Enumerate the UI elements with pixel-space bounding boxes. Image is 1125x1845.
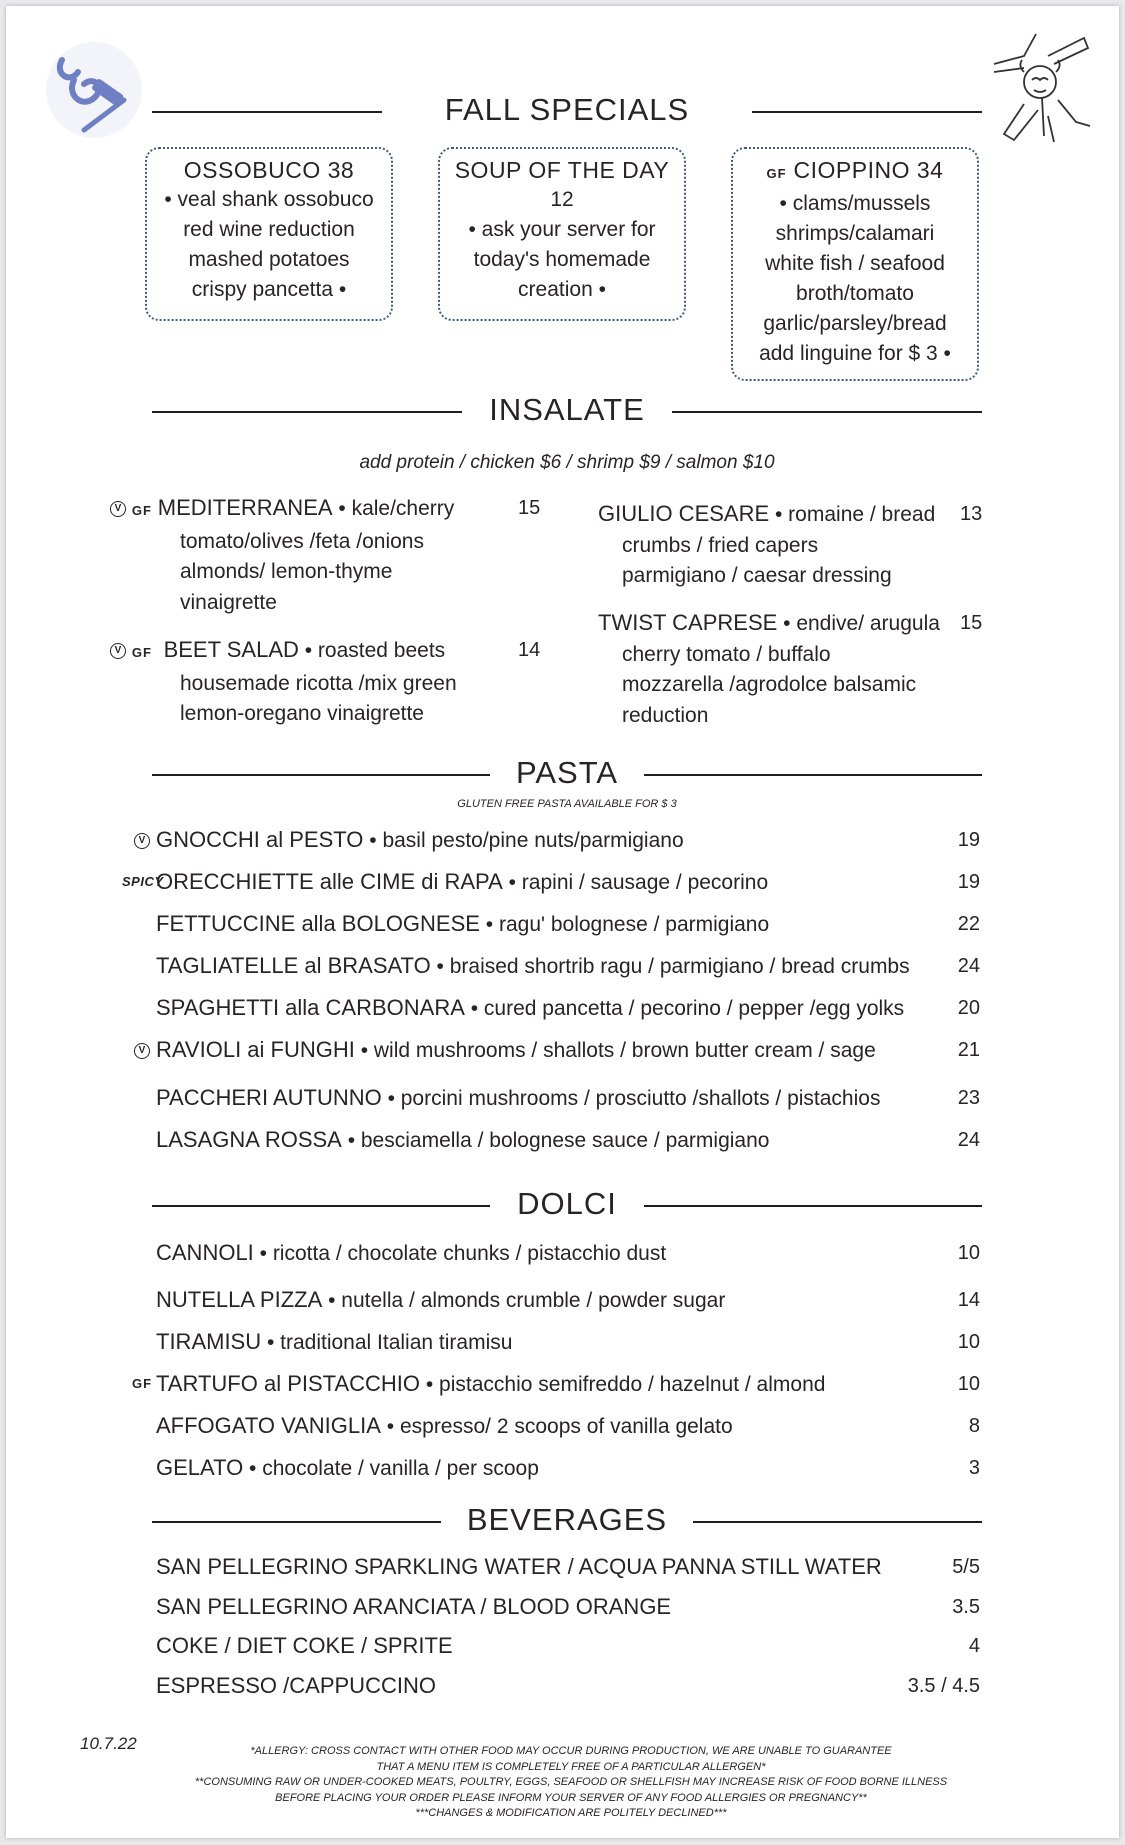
- vegetarian-icon: V: [134, 1043, 150, 1059]
- dolci-item: [156, 1238, 980, 1268]
- special-desc-line: garlic/parsley/bread: [763, 312, 947, 335]
- trinacria-emblem: [984, 26, 1096, 151]
- pasta-item: [122, 867, 980, 897]
- item-price: 21: [957, 1039, 980, 1061]
- beverage-item: [156, 1671, 980, 1701]
- item-desc: • traditional Italian tiramisu: [261, 1331, 513, 1354]
- item-name: COKE / DIET COKE / SPRITE: [156, 1633, 453, 1658]
- item-name: CANNOLI: [156, 1240, 254, 1265]
- beverage-item: [156, 1552, 980, 1582]
- item-price: 10: [957, 1373, 980, 1395]
- beverages-header: [152, 1500, 982, 1540]
- item-name: GELATO: [156, 1455, 244, 1480]
- item-desc: • rapini / sausage / pecorino: [502, 871, 769, 894]
- item-name: ESPRESSO /CAPPUCCINO: [156, 1673, 436, 1698]
- item-desc: • kale/cherry: [332, 497, 455, 520]
- vegetarian-icon: V: [110, 643, 126, 659]
- special-price: 12: [550, 188, 574, 211]
- special-desc-line: crispy pancetta •: [191, 278, 347, 301]
- add-protein-note: add protein / chicken $6 / shrimp $9 / salmon $10: [359, 452, 775, 473]
- vegetarian-icon: V: [134, 833, 150, 849]
- spicy-tag: SPICY: [122, 874, 164, 889]
- restaurant-logo: [44, 40, 144, 140]
- veg-gf-tag: V GF: [110, 497, 152, 520]
- item-price: 22: [957, 913, 980, 935]
- section-title: PASTA: [490, 755, 644, 790]
- gluten-free-tag: GF: [132, 1376, 153, 1391]
- gluten-free-tag: GF: [766, 166, 787, 181]
- special-desc-line: broth/tomato: [796, 282, 914, 305]
- item-name: ORECCHIETTE alle CIME di RAPA: [156, 869, 503, 894]
- beverage-item: [156, 1592, 980, 1622]
- special-ossobuco: [145, 147, 393, 321]
- special-cioppino: [731, 147, 979, 381]
- veg-gf-tag: V GF: [110, 639, 152, 662]
- item-price: 20: [957, 997, 980, 1019]
- pasta-item: [138, 825, 980, 855]
- dolci-item: [132, 1369, 980, 1399]
- menu-date: 10.7.22: [80, 1734, 137, 1753]
- pasta-item: [156, 993, 980, 1023]
- item-desc: • besciamella / bolognese sauce / parmigiano: [341, 1129, 770, 1152]
- special-desc-line: • clams/mussels: [779, 192, 931, 215]
- item-desc: • pistacchio semifreddo / hazelnut / almond: [420, 1373, 826, 1396]
- dolci-item: [156, 1453, 980, 1483]
- item-desc: lemon-oregano vinaigrette: [180, 702, 424, 725]
- menu-page: [6, 6, 1119, 1838]
- item-price: 13: [960, 503, 983, 525]
- beverage-item: [156, 1631, 980, 1661]
- section-title: DOLCI: [491, 1186, 643, 1221]
- item-price: 10: [957, 1331, 980, 1353]
- special-desc-line: white fish / seafood: [765, 252, 945, 275]
- dolci-header: [152, 1184, 982, 1224]
- item-name: TAGLIATELLE al BRASATO: [156, 953, 431, 978]
- salad-beet: [110, 635, 510, 730]
- pasta-item: [156, 909, 980, 939]
- dolci-item: [156, 1327, 980, 1357]
- item-desc: • roasted beets: [298, 639, 446, 662]
- item-name: NUTELLA PIZZA: [156, 1287, 323, 1312]
- pasta-item: [156, 1125, 980, 1155]
- item-price: 23: [957, 1087, 980, 1109]
- item-desc: • porcini mushrooms / prosciutto /shallots / pistachios: [381, 1087, 881, 1110]
- item-desc: tomato/olives /feta /onions: [180, 529, 424, 553]
- disclaimer-line: **CONSUMING RAW OR UNDER-COOKED MEATS, POULTRY, EGGS, SEAFOOD OR SHELLFISH MAY INCREASE RISK OF FOOD BORNE ILLNESS: [194, 1776, 948, 1788]
- disclaimer-line: THAT A MENU ITEM IS COMPLETELY FREE OF A PARTICULAR ALLERGEN*: [376, 1760, 766, 1773]
- salad-mediterranea: [110, 493, 510, 618]
- item-price: 3.5 / 4.5: [907, 1675, 980, 1697]
- item-desc: • cured pancetta / pecorino / pepper /egg yolks: [464, 997, 905, 1020]
- pasta-item: [138, 1035, 980, 1065]
- special-name: CIOPPINO 34: [793, 157, 944, 183]
- special-desc-line: • ask your server for: [468, 218, 656, 241]
- allergy-disclaimer: [186, 1744, 956, 1822]
- item-name: GNOCCHI al PESTO: [156, 827, 364, 852]
- special-name: SOUP OF THE DAY: [454, 157, 670, 183]
- special-soup: [438, 147, 686, 321]
- item-name: RAVIOLI ai FUNGHI: [156, 1037, 355, 1062]
- section-title: FALL SPECIALS: [419, 92, 715, 127]
- item-name: BEET SALAD: [163, 637, 299, 662]
- item-name: MEDITERRANEA: [157, 495, 333, 520]
- pasta-header: [152, 753, 982, 793]
- item-name: SPAGHETTI alla CARBONARA: [156, 995, 465, 1020]
- item-price: 15: [518, 497, 541, 519]
- item-price: 15: [960, 612, 983, 634]
- special-desc-line: mashed potatoes: [188, 248, 350, 271]
- item-price: 24: [957, 955, 980, 977]
- item-price: 14: [957, 1289, 980, 1311]
- item-price: 5/5: [952, 1556, 980, 1578]
- item-desc: • ragu' bolognese / parmigiano: [479, 913, 770, 936]
- pasta-item: [156, 1083, 980, 1113]
- pasta-item: [156, 951, 980, 981]
- item-price: 4: [968, 1635, 980, 1657]
- item-name: GIULIO CESARE: [598, 501, 770, 526]
- item-desc: • nutella / almonds crumble / powder sugar: [322, 1289, 726, 1312]
- special-desc-line: add linguine for $ 3 •: [759, 342, 951, 365]
- item-desc: crumbs / fried capers: [622, 533, 819, 557]
- special-desc-line: red wine reduction: [183, 218, 355, 241]
- item-desc: • braised shortrib ragu / parmigiano / bread crumbs: [430, 955, 910, 978]
- item-desc: mozzarella /agrodolce balsamic: [622, 673, 917, 696]
- item-desc: vinaigrette: [180, 590, 277, 614]
- item-name: TARTUFO al PISTACCHIO: [156, 1371, 421, 1396]
- item-name: SAN PELLEGRINO SPARKLING WATER / ACQUA PANNA STILL WATER: [156, 1554, 882, 1579]
- disclaimer-line: ***CHANGES & MODIFICATION ARE POLITELY DECLINED***: [415, 1807, 727, 1819]
- item-desc: • endive/ arugula: [777, 612, 940, 635]
- item-desc: • wild mushrooms / shallots / brown butter cream / sage: [354, 1039, 876, 1062]
- disclaimer-line: *ALLERGY: CROSS CONTACT WITH OTHER FOOD MAY OCCUR DURING PRODUCTION, WE ARE UNABLE TO GUARANTEE: [250, 1745, 892, 1757]
- special-name: OSSOBUCO 38: [183, 157, 355, 183]
- item-name: FETTUCCINE alla BOLOGNESE: [156, 911, 480, 936]
- gluten-free-pasta-note: GLUTEN FREE PASTA AVAILABLE FOR $ 3: [457, 798, 677, 810]
- fall-specials-header: [152, 90, 982, 130]
- item-desc: • romaine / bread: [769, 503, 936, 526]
- disclaimer-line: BEFORE PLACING YOUR ORDER PLEASE INFORM YOUR SERVER OF ANY FOOD ALLERGIES OR PREGNANCY**: [275, 1791, 867, 1804]
- item-price: 19: [957, 871, 980, 893]
- special-desc-line: • veal shank ossobuco: [164, 188, 374, 211]
- insalate-header: [152, 390, 982, 430]
- vegetarian-icon: V: [110, 501, 126, 517]
- item-desc: • espresso/ 2 scoops of vanilla gelato: [380, 1415, 733, 1438]
- item-price: 8: [968, 1415, 980, 1437]
- item-desc: • basil pesto/pine nuts/parmigiano: [363, 829, 684, 852]
- item-desc: • ricotta / chocolate chunks / pistacchio dust: [253, 1242, 667, 1265]
- section-title: BEVERAGES: [441, 1502, 693, 1537]
- item-desc: reduction: [622, 703, 709, 727]
- dolci-item: [156, 1411, 980, 1441]
- special-desc-line: shrimps/calamari: [775, 222, 935, 245]
- item-price: 14: [518, 639, 541, 661]
- salad-twist-caprese: [598, 608, 958, 731]
- item-desc: housemade ricotta /mix green: [180, 671, 457, 695]
- item-price: 3.5: [952, 1596, 980, 1618]
- special-desc-line: today's homemade: [473, 248, 651, 271]
- item-price: 10: [957, 1242, 980, 1264]
- item-price: 19: [957, 829, 980, 851]
- item-price: 3: [968, 1457, 980, 1479]
- item-name: LASAGNA ROSSA: [156, 1127, 342, 1152]
- item-desc: parmigiano / caesar dressing: [622, 564, 892, 587]
- item-desc: cherry tomato / buffalo: [622, 642, 831, 666]
- item-name: AFFOGATO VANIGLIA: [156, 1413, 381, 1438]
- special-desc-line: creation •: [518, 278, 606, 301]
- item-price: 24: [957, 1129, 980, 1151]
- salad-giulio-cesare: [598, 499, 958, 592]
- item-desc: almonds/ lemon-thyme: [180, 560, 393, 583]
- item-name: TWIST CAPRESE: [598, 610, 778, 635]
- item-name: SAN PELLEGRINO ARANCIATA / BLOOD ORANGE: [156, 1594, 672, 1619]
- item-name: PACCHERI AUTUNNO: [156, 1085, 382, 1110]
- item-name: TIRAMISU: [156, 1329, 262, 1354]
- dolci-item: [156, 1285, 980, 1315]
- section-title: INSALATE: [463, 392, 671, 427]
- item-desc: • chocolate / vanilla / per scoop: [243, 1457, 539, 1480]
